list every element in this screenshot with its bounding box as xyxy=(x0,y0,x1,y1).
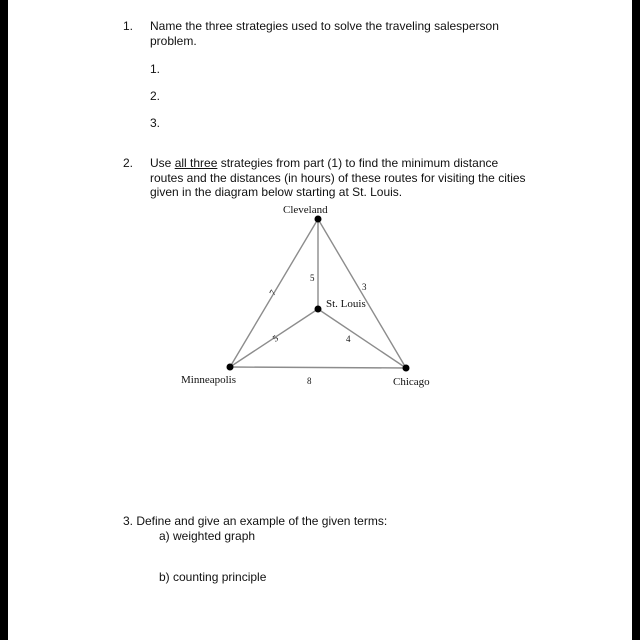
q1-number: 1. xyxy=(123,19,134,33)
q2-number: 2. xyxy=(123,156,134,170)
label-st-louis: St. Louis xyxy=(326,298,366,310)
edge-stlouis-chicago xyxy=(318,309,406,368)
weight-stlouis-chicago: 4 xyxy=(346,334,351,344)
label-chicago: Chicago xyxy=(393,376,430,388)
q3-term-b: b) counting principle xyxy=(159,570,267,584)
weight-minneapolis-chicago: 8 xyxy=(307,376,312,386)
q2-text-line3: given in the diagram below starting at St. Louis. xyxy=(150,185,403,199)
edge-cleveland-chicago xyxy=(318,219,406,368)
q1-text-line1: Name the three strategies used to solve the traveling salesperson xyxy=(150,19,499,33)
node-minneapolis xyxy=(227,364,234,371)
node-cleveland xyxy=(315,216,322,223)
q3-term-a: a) weighted graph xyxy=(159,529,256,543)
q2-text-pre: Use xyxy=(150,156,175,170)
worksheet-page xyxy=(8,0,632,640)
label-minneapolis: Minneapolis xyxy=(181,374,236,386)
node-chicago xyxy=(403,365,410,372)
label-cleveland: Cleveland xyxy=(283,204,328,216)
q1-answer-3: 3. xyxy=(150,116,161,130)
weight-cleveland-chicago: 3 xyxy=(362,282,367,292)
q2-text-post: strategies from part (1) to find the minimum distance xyxy=(217,156,499,170)
q1-answer-2: 2. xyxy=(150,89,161,103)
node-st-louis xyxy=(315,306,322,313)
q2-text-line2: routes and the distances (in hours) of these routes for visiting the cities xyxy=(150,171,526,185)
weight-cleveland-stlouis: 5 xyxy=(310,273,315,283)
q1-answer-1: 1. xyxy=(150,62,161,76)
q2-text-underlined: all three xyxy=(174,156,218,170)
edge-minneapolis-chicago xyxy=(230,367,406,368)
q3-text-line1: 3. Define and give an example of the given terms: xyxy=(123,514,388,528)
tsp-graph-diagram xyxy=(8,0,632,640)
q1-text-line2: problem. xyxy=(150,34,197,48)
weight-minneapolis-stlouis: 5 xyxy=(270,333,281,344)
weight-cleveland-minneapolis: 7 xyxy=(267,288,279,298)
